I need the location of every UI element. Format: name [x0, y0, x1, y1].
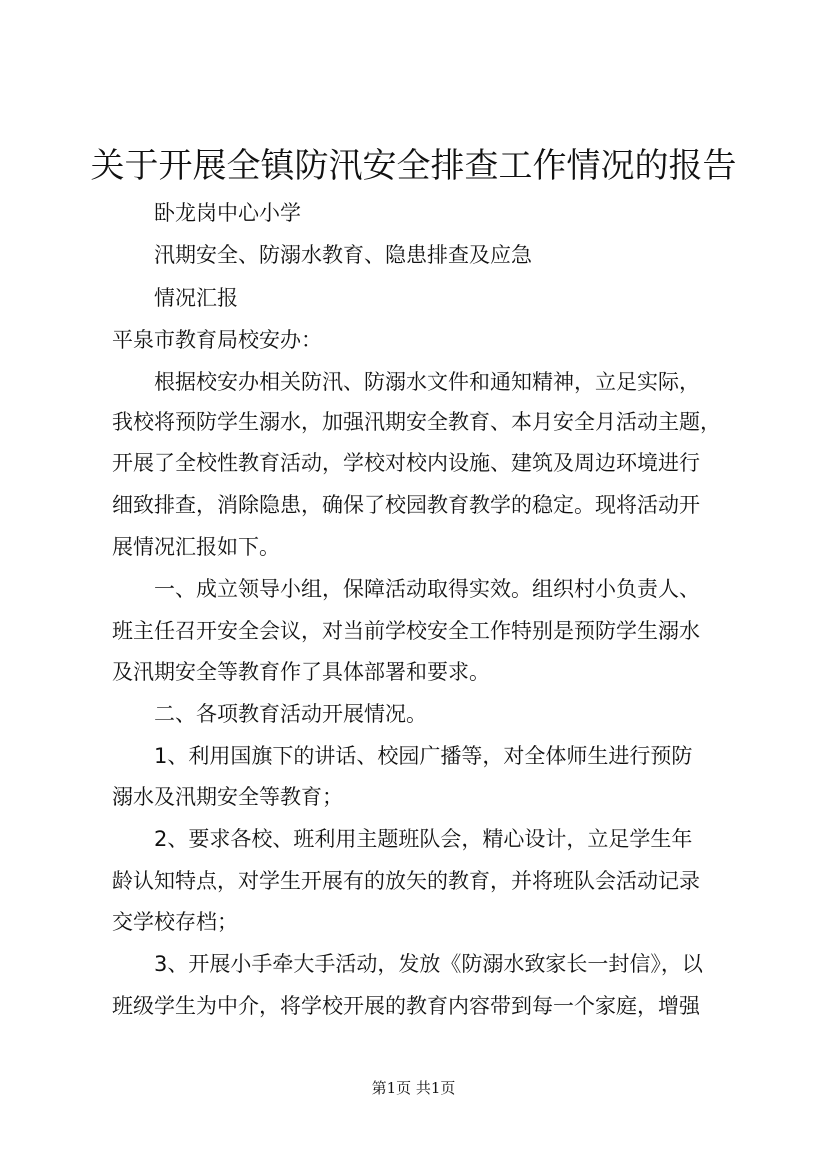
document-title: 关于开展全镇防汛安全排查工作情况的报告: [90, 146, 737, 186]
body-line: 二、各项教育活动开展情况。: [154, 702, 427, 726]
body-line-school: 卧龙岗中心小学: [154, 201, 301, 225]
body-line-report: 情况汇报: [154, 286, 238, 310]
body-line: 班主任召开安全会议，对当前学校安全工作特别是预防学生溺水: [112, 619, 700, 643]
body-line: 班级学生为中介，将学校开展的教育内容带到每一个家庭，增强: [112, 994, 700, 1018]
body-line: 溺水及汛期安全等教育；: [112, 785, 343, 809]
body-line: 1、利用国旗下的讲话、校园广播等，对全体师生进行预防: [154, 744, 693, 768]
body-line: 2、要求各校、班利用主题班队会，精心设计，立足学生年: [154, 827, 693, 851]
body-line-recipient: 平泉市教育局校安办：: [112, 328, 322, 352]
body-line: 展情况汇报如下。: [112, 535, 280, 559]
body-line: 根据校安办相关防汛、防溺水文件和通知精神，立足实际，: [154, 370, 700, 394]
body-line: 一、成立领导小组，保障活动取得实效。组织村小负责人、: [154, 577, 700, 601]
body-line: 我校将预防学生溺水，加强汛期安全教育、本月安全月活动主题，: [112, 410, 721, 434]
body-line: 开展了全校性教育活动，学校对校内设施、建筑及周边环境进行: [112, 451, 700, 475]
body-line: 龄认知特点，对学生开展有的放矢的教育，并将班队会活动记录: [112, 869, 700, 893]
body-line: 3、开展小手牵大手活动，发放《防溺水致家长一封信》，以: [154, 952, 703, 976]
body-line-subject: 汛期安全、防溺水教育、隐患排查及应急: [154, 243, 532, 267]
page-number: 第1页 共1页: [371, 1079, 456, 1097]
body-line: 交学校存档；: [112, 910, 238, 934]
body-line: 及汛期安全等教育作了具体部署和要求。: [112, 660, 490, 684]
body-line: 细致排查，消除隐患，确保了校园教育教学的稳定。现将活动开: [112, 493, 700, 517]
